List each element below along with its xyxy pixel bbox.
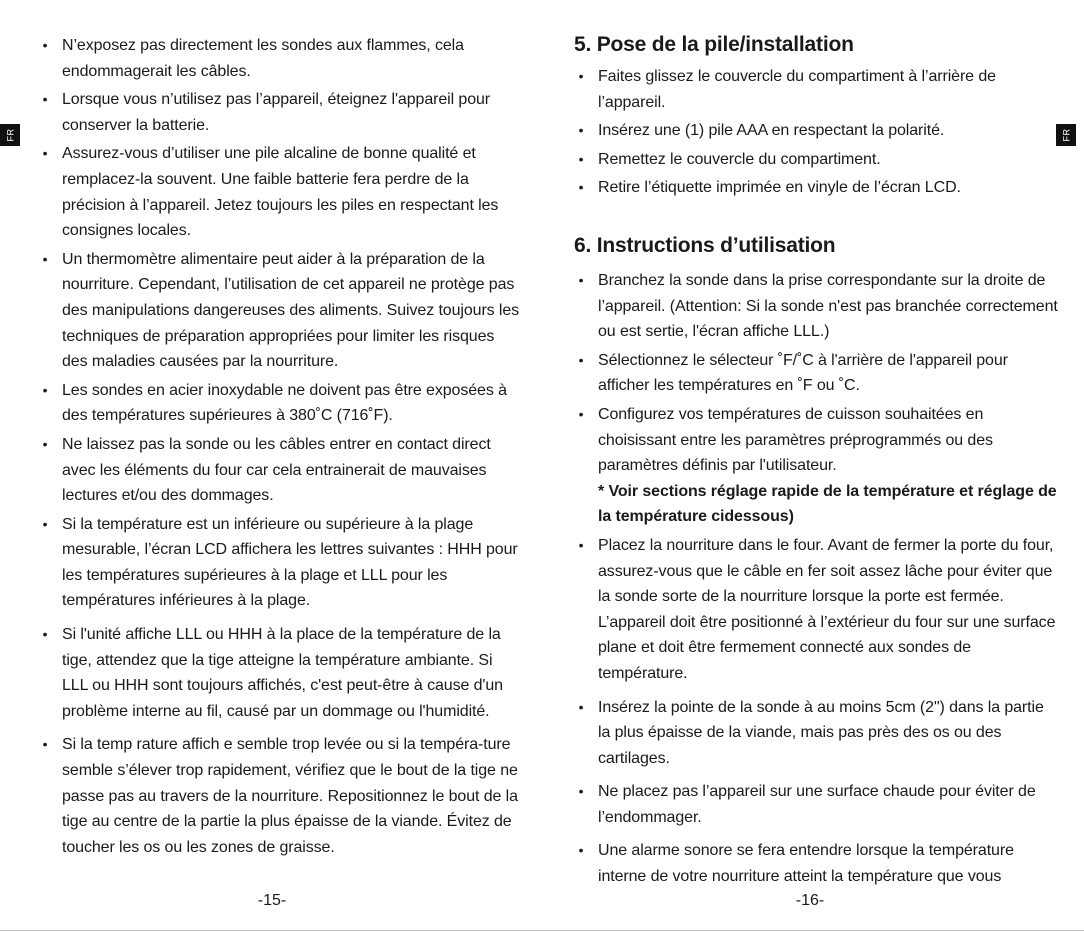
bullet-icon: • (578, 698, 584, 715)
bullet-icon: • (42, 435, 48, 452)
bullet-icon: • (42, 91, 48, 108)
list-item: • Insérez la pointe de la sonde à au moins 5cm (2") dans la partie la plus épaisse de la viande, mais pas près des os ou des cartilages. (598, 695, 1060, 772)
list-item: • Les sondes en acier inoxydable ne doivent pas être exposées à des températures supérieures à 380˚C (716˚F). (62, 378, 522, 429)
list-item: • Si la température est un inférieure ou supérieure à la plage mesurable, l’écran LCD affichera les lettres suivantes : HHH pour les températures supérieures à la plage et LLL pour les températures inférieures à la plage. (62, 512, 522, 614)
bullet-icon: • (578, 783, 584, 800)
list-item: • Lorsque vous n’utilisez pas l’appareil, éteignez l'appareil pour conserver la batterie. (62, 87, 522, 138)
bullet-icon: • (42, 515, 48, 532)
list-item: • Une alarme sonore se fera entendre lorsque la température interne de votre nourriture atteint la température que vous (598, 838, 1060, 889)
bullet-icon: • (578, 351, 584, 368)
bullet-icon: • (578, 536, 584, 553)
list-item: • Ne placez pas l’appareil sur une surface chaude pour éviter de l’endommager. (598, 779, 1060, 830)
note: * Voir sections réglage rapide de la température et réglage de la température cidessous) (598, 482, 1057, 526)
list-item: • Insérez une (1) pile AAA en respectant la polarité. (598, 118, 1058, 144)
bullet-icon: • (578, 272, 584, 288)
bullet-icon: • (42, 250, 48, 267)
bullet-icon: • (42, 37, 48, 53)
list-item: • Si l'unité affiche LLL ou HHH à la place de la température de la tige, attendez que la tige atteigne la température ambiante. Si LLL ou HHH sont toujours affichés, c'est peut-être à cause d'un problème interne au fil, causé par un dommage ou l'humidité. (62, 622, 522, 724)
list-item: • N’exposez pas directement les sondes aux flammes, cela endommagerait les câbles. (62, 33, 522, 84)
list-item: • Branchez la sonde dans la prise correspondante sur la droite de l’appareil. (Attention: Si la sonde n'est pas branchée correctement ou est sertie, l'écran affiche LLL.) (598, 268, 1060, 345)
list-item: • Configurez vos températures de cuisson souhaitées en choisissant entre les paramètres préprogrammés ou des paramètres définis par l'utilisateur. * Voir sections réglage rapide de la température et réglage de la température cidessous) (598, 402, 1060, 530)
language-tab: FR (1056, 124, 1076, 146)
right-page (542, 0, 1084, 933)
list-item: • Un thermomètre alimentaire peut aider à la préparation de la nourriture. Cependant, l’utilisation de cet appareil ne protège pas des manipulations dangereuses des aliments. Suivez toujours les techniques de préparation appropriées pour limiter les risques des maladies causées par la nourriture. (62, 247, 522, 375)
list-item: • Si la temp rature affich e semble trop levée ou si la tempéra-ture semble s’élever trop rapidement, vérifiez que le bout de la tige ne passe pas au travers de la nourriture. Repositionnez le bout de la tige au centre de la partie la plus épaisse de la viande. Évitez de toucher les os ou les zones de graisse. (62, 732, 522, 860)
page-bottom-rule (0, 930, 1084, 931)
safety-list (42, 33, 522, 860)
list-item: • Assurez-vous d’utiliser une pile alcaline de bonne qualité et remplacez-la souvent. Une faible batterie fera perdre de la précision à l’appareil. Jetez toujours les piles en respectant les consignes locales. (62, 141, 522, 243)
usage-list (578, 268, 1060, 890)
list-item: • Retire l’étiquette imprimée en vinyle de l’écran LCD. (598, 175, 1058, 201)
section-heading: 6. Instructions d’utilisation (574, 234, 836, 257)
list-item: • Placez la nourriture dans le four. Avant de fermer la porte du four, assurez-vous que le câble en fer soit assez lâche pour éviter que la sonde sorte de la nourriture lorsque la porte est fermée. L’appareil doit être positionné à l’extérieur du four sur une surface plane et doit être fermement connecté aux sondes de température. (598, 533, 1060, 687)
list-item: • Sélectionnez le sélecteur ˚F/˚C à l'arrière de l'appareil pour afficher les températures en ˚F ou ˚C. (598, 348, 1060, 399)
bullet-icon: • (42, 145, 48, 162)
list-item: • Ne laissez pas la sonde ou les câbles entrer en contact direct avec les éléments du four car cela entrainerait de mauvaises lectures et/ou des dommages. (62, 432, 522, 509)
bullet-icon: • (578, 122, 584, 139)
bullet-icon: • (578, 68, 584, 84)
bullet-icon: • (578, 150, 584, 167)
section-heading: 5. Pose de la pile/installation (574, 33, 854, 56)
list-item: • Remettez le couvercle du compartiment. (598, 147, 1058, 173)
bullet-icon: • (578, 405, 584, 422)
bullet-icon: • (42, 626, 48, 643)
bullet-icon: • (578, 842, 584, 859)
bullet-icon: • (578, 179, 584, 196)
bullet-icon: • (42, 381, 48, 398)
page-number: -15- (257, 892, 287, 909)
installation-list (578, 64, 1058, 201)
language-tab: FR (0, 124, 20, 146)
page-number: -16- (795, 892, 825, 909)
bullet-icon: • (42, 736, 48, 753)
list-item: • Faites glissez le couvercle du compartiment à l’arrière de l’appareil. (598, 64, 1058, 115)
